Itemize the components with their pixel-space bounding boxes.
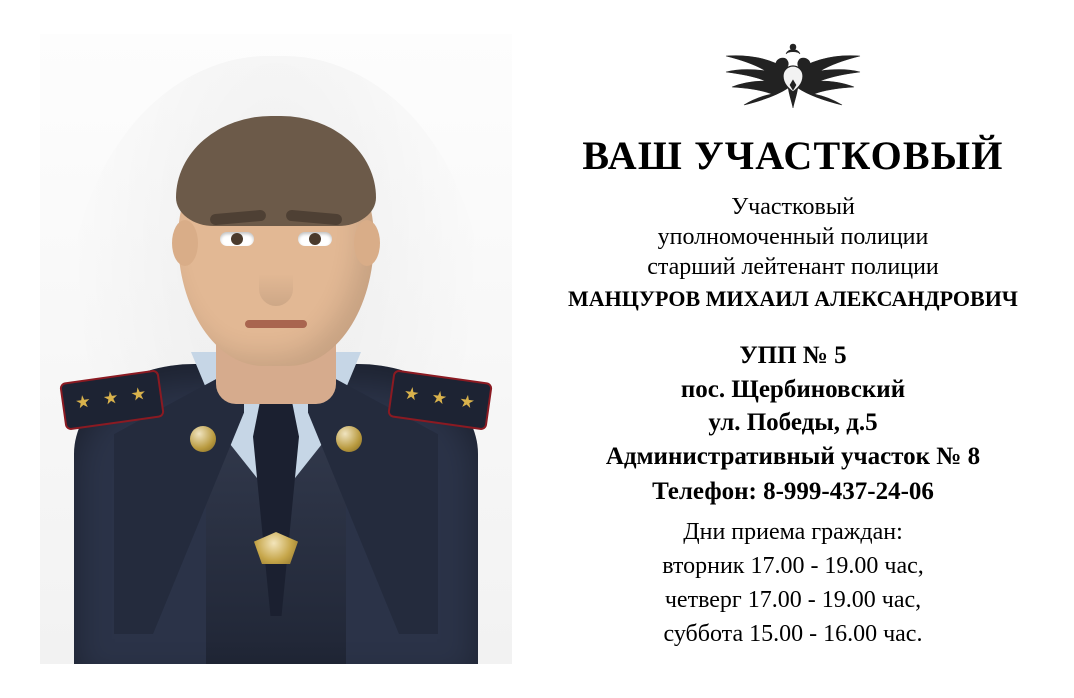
mouth: [245, 320, 307, 328]
street-address: ул. Победы, д.5: [708, 409, 878, 437]
rank-star-icon: [459, 394, 475, 410]
ear-right: [354, 220, 380, 266]
page-title: ВАШ УЧАСТКОВЫЙ: [582, 133, 1004, 178]
role-line-1: Участковый: [731, 194, 855, 220]
rank-star-icon: [431, 390, 447, 406]
phone-number: Телефон: 8-999-437-24-06: [652, 478, 934, 506]
rank-star-icon: [75, 394, 91, 410]
officer-name: МАНЦУРОВ МИХАИЛ АЛЕКСАНДРОВИЧ: [568, 285, 1018, 311]
administrative-district: Административный участок № 8: [605, 442, 981, 470]
collar-insignia-left-icon: [190, 426, 216, 452]
officer-photo-image: [40, 34, 512, 664]
russian-mvd-double-headed-eagle-emblem-icon: [708, 38, 878, 116]
settlement: пос. Щербиновский: [680, 375, 906, 403]
ear-left: [172, 220, 198, 266]
reception-day: четверг 17.00 - 19.00 час,: [664, 586, 922, 613]
collar-insignia-right-icon: [336, 426, 362, 452]
eye-left: [220, 232, 254, 246]
officer-photo: [40, 34, 512, 664]
reception-day: вторник 17.00 - 19.00 час,: [662, 552, 924, 579]
upp-number: УПП № 5: [739, 342, 847, 370]
nose: [259, 252, 293, 306]
role-line-2: уполномоченный полиции: [657, 224, 929, 251]
reception-title: Дни приема граждан:: [683, 518, 903, 545]
rank-star-icon: [131, 386, 147, 402]
reception-day: суббота 15.00 - 16.00 час.: [663, 621, 923, 648]
officer-rank: старший лейтенант полиции: [647, 254, 939, 281]
rank-star-icon: [404, 386, 420, 402]
poster-text-block: [530, 38, 1056, 651]
spacer: [530, 313, 1056, 339]
rank-star-icon: [103, 390, 119, 406]
eye-right: [298, 232, 332, 246]
